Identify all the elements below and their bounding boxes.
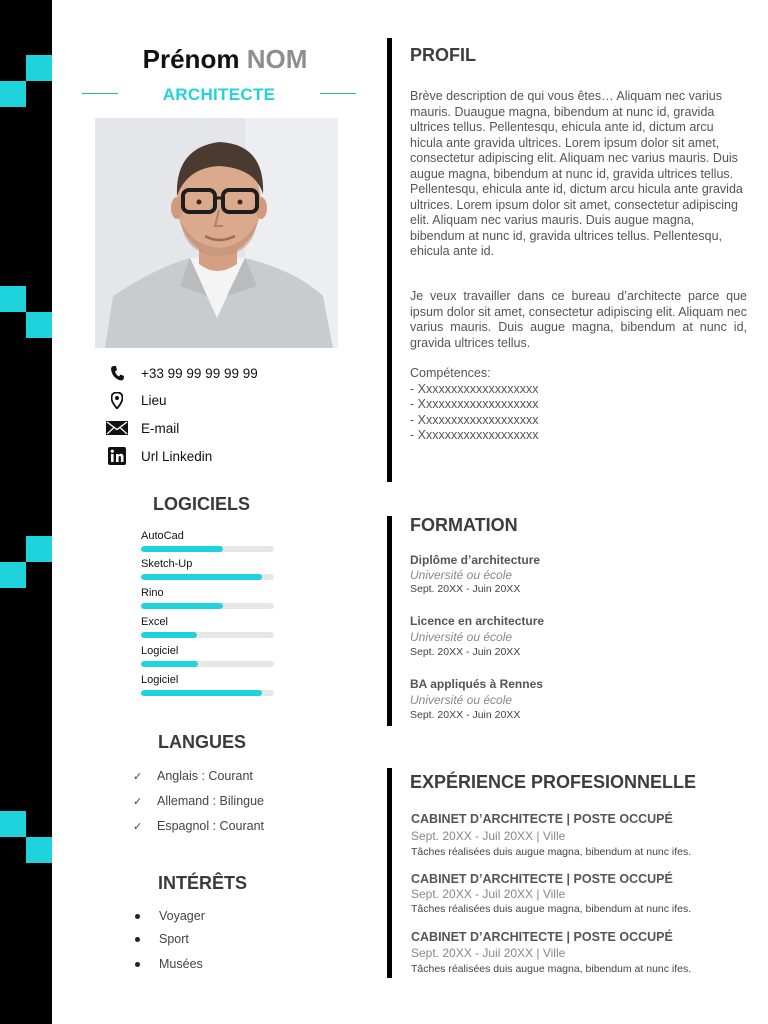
experience-title: CABINET D’ARCHITECTE | POSTE OCCUPÉ <box>411 812 673 826</box>
check-icon: ✓ <box>133 820 143 833</box>
section-bar-formation <box>387 516 392 726</box>
interest-text: Musées <box>159 957 203 971</box>
skill-label: Logiciel <box>141 645 179 657</box>
skill-label: AutoCad <box>141 530 184 542</box>
portrait-illustration <box>95 118 338 348</box>
skill-bar <box>141 690 274 696</box>
competence-item: - Xxxxxxxxxxxxxxxxxxx <box>410 428 539 442</box>
role-divider-left <box>82 93 118 94</box>
skill-item <box>141 644 274 667</box>
phone-text: +33 99 99 99 99 99 <box>141 365 258 381</box>
skill-bar <box>141 546 274 552</box>
role-divider-right <box>320 93 356 94</box>
phone-icon <box>105 363 129 383</box>
bullet-icon <box>135 937 140 942</box>
profile-photo <box>95 118 338 348</box>
skill-item <box>141 673 274 696</box>
skill-bar-fill <box>141 574 262 580</box>
linkedin-icon <box>105 446 129 466</box>
formation-dates: Sept. 20XX - Juin 20XX <box>410 583 521 595</box>
experience-dates: Sept. 20XX - Juil 20XX | Ville <box>411 829 566 843</box>
experience-description: Tâches réalisées duis augue magna, bibendum at nunc ifes. <box>411 963 692 975</box>
skill-bar-fill <box>141 632 197 638</box>
language-item <box>133 769 253 783</box>
language-text: Espagnol : Courant <box>157 819 265 833</box>
check-icon: ✓ <box>133 795 143 808</box>
section-bar-profil <box>387 38 392 482</box>
interest-text: Voyager <box>159 909 205 923</box>
competence-item: - Xxxxxxxxxxxxxxxxxxx <box>410 397 539 411</box>
language-text: Allemand : Bilingue <box>157 794 265 808</box>
accent-square <box>26 312 52 338</box>
skill-bar-fill <box>141 661 198 667</box>
formation-school: Université ou école <box>410 693 513 707</box>
skill-item <box>141 557 274 580</box>
skill-bar <box>141 574 274 580</box>
section-title-profil: PROFIL <box>410 45 476 65</box>
accent-square <box>26 536 52 562</box>
experience-dates: Sept. 20XX - Juil 20XX | Ville <box>411 946 566 960</box>
accent-square <box>0 81 26 107</box>
skill-bar <box>141 603 274 609</box>
accent-square <box>0 286 26 312</box>
check-icon: ✓ <box>133 770 143 783</box>
last-name: NOM <box>246 44 308 74</box>
envelope-icon <box>105 418 129 438</box>
experience-title: CABINET D’ARCHITECTE | POSTE OCCUPÉ <box>411 930 673 944</box>
competence-item: - Xxxxxxxxxxxxxxxxxxx <box>410 381 539 396</box>
formation-dates: Sept. 20XX - Juin 20XX <box>410 646 521 658</box>
skill-bar-fill <box>141 546 223 552</box>
experience-title: CABINET D’ARCHITECTE | POSTE OCCUPÉ <box>411 872 673 886</box>
formation-degree: BA appliqués à Rennes <box>410 677 543 691</box>
formation-degree: Licence en architecture <box>410 614 545 628</box>
contact-location <box>105 390 345 410</box>
skill-item <box>141 529 274 552</box>
contact-phone <box>105 363 345 383</box>
location-pin-icon <box>105 390 129 410</box>
skill-item <box>141 586 274 609</box>
competence-item: - Xxxxxxxxxxxxxxxxxxx <box>410 412 539 427</box>
accent-square <box>26 55 52 81</box>
first-name: Prénom <box>142 44 240 74</box>
language-text: Anglais : Courant <box>157 769 253 783</box>
job-title: ARCHITECTE <box>162 85 276 104</box>
interest-item <box>135 957 203 971</box>
experience-dates: Sept. 20XX - Juil 20XX | Ville <box>411 887 566 901</box>
experience-description: Tâches réalisées duis augue magna, bibendum at nunc ifes. <box>411 903 692 915</box>
accent-square <box>0 811 26 837</box>
interest-item <box>135 909 205 923</box>
accent-square <box>0 562 26 588</box>
experience-description: Tâches réalisées duis augue magna, bibendum at nunc ifes. <box>411 846 692 858</box>
skill-label: Sketch-Up <box>141 558 193 570</box>
section-title-interets: INTÉRÊTS <box>158 873 248 893</box>
bullet-icon <box>135 962 140 967</box>
profile-motivation: Je veux travailler dans ce bureau d’architecte parce que ipsum dolor sit amet, consectetur adipiscing elit. Aliquam nec varius mauris. Duis augue magna, bibendum at nunc id, gravida ultrices tellus. <box>410 289 747 350</box>
formation-school: Université ou école <box>410 630 513 644</box>
section-title-langues: LANGUES <box>158 732 247 752</box>
competences-list <box>410 366 538 444</box>
skill-bar-fill <box>141 690 262 696</box>
left-stripe <box>0 0 52 1024</box>
formation-dates: Sept. 20XX - Juin 20XX <box>410 709 521 721</box>
contact-linkedin <box>105 446 345 466</box>
bullet-icon <box>135 914 140 919</box>
interest-text: Sport <box>159 932 189 946</box>
skill-bar-fill <box>141 603 223 609</box>
email-text: E-mail <box>141 420 180 436</box>
profile-description: Brève description de qui vous êtes… Aliquam nec varius mauris. Duaugue magna, bibendum at nunc id, gravida ultrices tellus. Pellentesqu, ehicula ante id, dictum arcu hicula ante gravida ultrices. Lorem ipsum dolor sit amet, consectetur adipiscing elit. Aliquam nec varius mauris. Duis augue magna, bibendum at nunc id, gravida ultrices tellus. Pellentesqu, ehicula ante id, dictum arcu hicula ante gravida ultrices. Lorem ipsum dolor sit amet, consectetur adipiscing elit. Aliquam nec varius mauris. Duis augue magna, bibendum at nunc id, gravida ultrices tellus. Pellentesqu, ehicula ante id. <box>410 89 743 258</box>
section-title-logiciels: LOGICIELS <box>153 494 251 514</box>
formation-degree: Diplôme d’architecture <box>410 553 541 567</box>
section-title-formation: FORMATION <box>410 515 518 535</box>
skill-label: Logiciel <box>141 674 179 686</box>
full-name <box>82 44 368 75</box>
formation-school: Université ou école <box>410 568 513 582</box>
skill-label: Rino <box>141 587 164 599</box>
skill-item <box>141 615 274 638</box>
location-text: Lieu <box>141 392 167 408</box>
accent-square <box>26 837 52 863</box>
section-title-experience: EXPÉRIENCE PROFESIONNELLE <box>410 772 697 792</box>
language-item <box>133 819 264 833</box>
competences-label: Compétences: <box>410 366 491 380</box>
skill-label: Excel <box>141 616 168 628</box>
section-bar-experience <box>387 768 392 978</box>
linkedin-text: Url Linkedin <box>141 448 213 464</box>
contact-email <box>105 418 345 438</box>
language-item <box>133 794 264 808</box>
interest-item <box>135 932 189 946</box>
skill-bar <box>141 632 274 638</box>
skill-bar <box>141 661 274 667</box>
